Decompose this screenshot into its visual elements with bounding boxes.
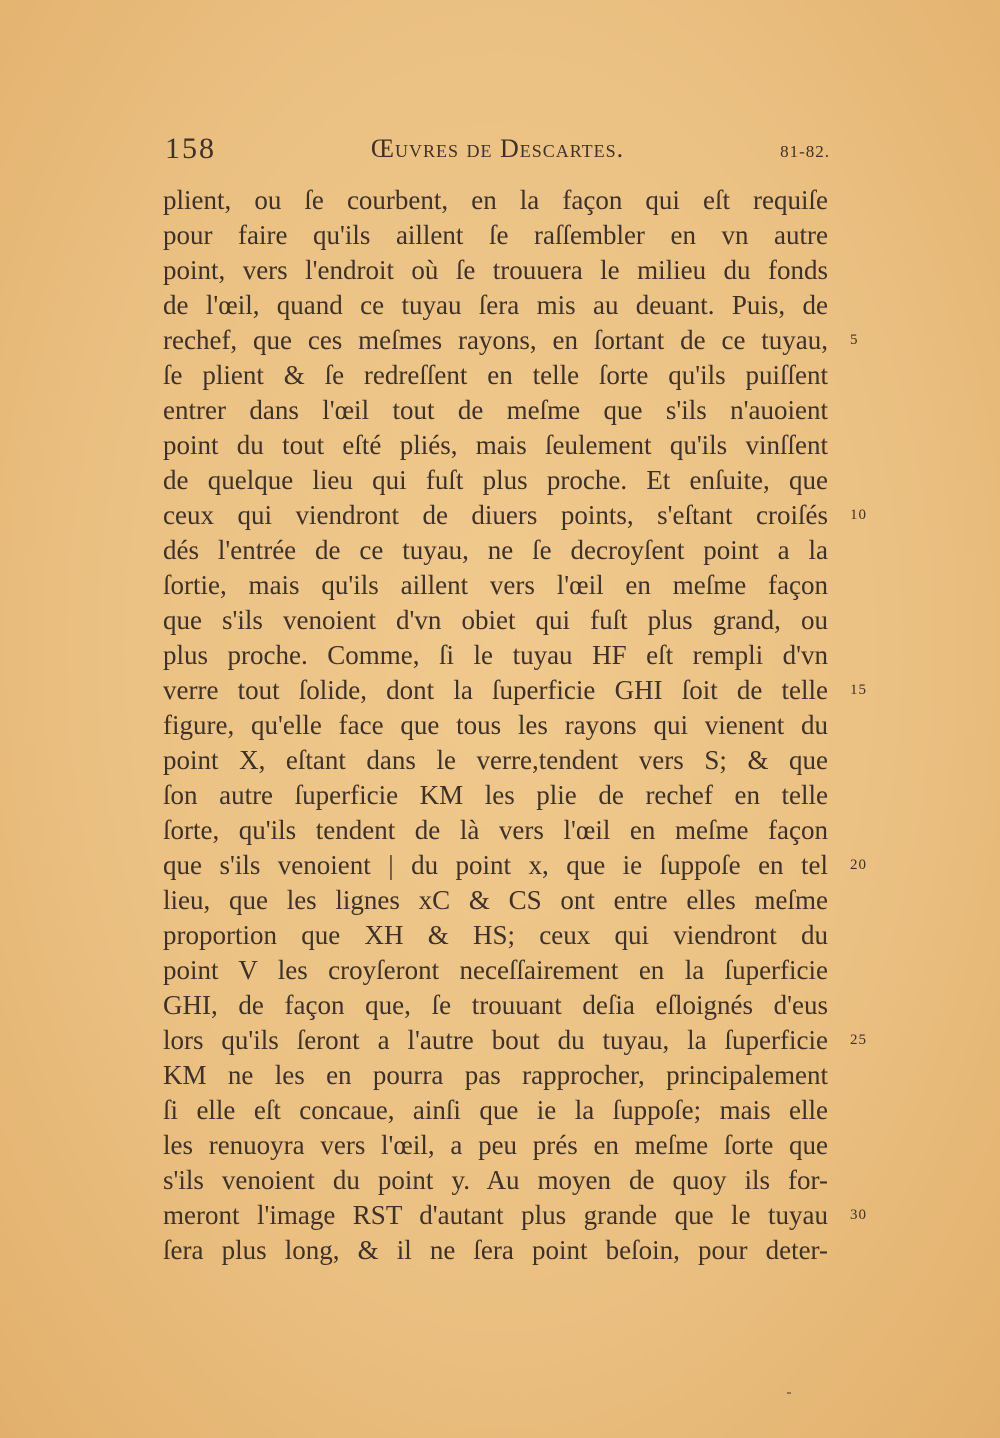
text-line: point du tout eſté pliés, mais ſeulement qu'ils vinſſent (163, 430, 828, 460)
text-line: dés l'entrée de ce tuyau, ne ſe decroyſent point a la (163, 535, 828, 565)
text-line: point X, eſtant dans le verre,tendent vers S; & que (163, 745, 828, 775)
text-line: plus proche. Comme, ſi le tuyau HF eſt rempli d'vn (163, 640, 828, 670)
text-line: que s'ils venoient d'vn obiet qui fuſt plus grand, ou (163, 605, 828, 635)
text-line: que s'ils venoient | du point x, que ie ſuppoſe en tel (163, 850, 828, 880)
page-reference: 81-82. (780, 142, 830, 161)
text-line: ſortie, mais qu'ils aillent vers l'œil en meſme façon (163, 570, 828, 600)
text-line: pour faire qu'ils aillent ſe raſſembler en vn autre (163, 220, 828, 250)
text-line: KM ne les en pourra pas rapprocher, principalement (163, 1060, 828, 1090)
text-line: ſera plus long, & il ne ſera point beſoin, pour deter- (163, 1235, 828, 1265)
text-line: proportion que XH & HS; ceux qui viendront du (163, 920, 828, 950)
text-line: verre tout ſolide, dont la ſuperficie GHI ſoit de telle (163, 675, 828, 705)
text-line: s'ils venoient du point y. Au moyen de quoy ils for- (163, 1165, 828, 1195)
line-number-20: 20 (850, 857, 867, 873)
text-line: point V les croyſeront neceſſairement en la ſuperficie (163, 955, 828, 985)
body-text (163, 183, 828, 1268)
text-line: les renuoyra vers l'œil, a peu prés en meſme ſorte que (163, 1130, 828, 1160)
text-line: GHI, de façon que, ſe trouuant deſia eſloignés d'eus (163, 990, 828, 1020)
line-number-5: 5 (850, 332, 859, 348)
text-line: lors qu'ils ſeront a l'autre bout du tuyau, la ſuperficie (163, 1025, 828, 1055)
line-number-25: 25 (850, 1032, 867, 1048)
text-line: ſi elle eſt concaue, ainſi que ie la ſuppoſe; mais elle (163, 1095, 828, 1125)
text-line: point, vers l'endroit où ſe trouuera le milieu du fonds (163, 255, 828, 285)
line-number-15: 15 (850, 682, 867, 698)
line-number-30: 30 (850, 1207, 867, 1223)
text-line: ſe plient & ſe redreſſent en telle ſorte qu'ils puiſſent (163, 360, 828, 390)
text-line: meront l'image RST d'autant plus grande que le tuyau (163, 1200, 828, 1230)
text-line: ceux qui viendront de diuers points, s'eſtant croiſés (163, 500, 828, 530)
text-line: de l'œil, quand ce tuyau ſera mis au deuant. Puis, de (163, 290, 828, 320)
text-line: ſon autre ſuperficie KM les plie de rechef en telle (163, 780, 828, 810)
text-line: de quelque lieu qui fuſt plus proche. Et enſuite, que (163, 465, 828, 495)
text-line: figure, qu'elle face que tous les rayons qui vienent du (163, 710, 828, 740)
text-line: entrer dans l'œil tout de meſme que s'ils n'auoient (163, 395, 828, 425)
line-number-10: 10 (850, 507, 867, 523)
page-number: 158 (165, 132, 216, 165)
text-line: rechef, que ces meſmes rayons, en ſortant de ce tuyau, (163, 325, 828, 355)
running-title: Œuvres de Descartes. (370, 134, 625, 163)
text-line: lieu, que les lignes xC & CS ont entre elles meſme (163, 885, 828, 915)
text-line: plient, ou ſe courbent, en la façon qui eſt requiſe (163, 185, 828, 215)
page-header (165, 132, 830, 172)
text-line: ſorte, qu'ils tendent de là vers l'œil en meſme façon (163, 815, 828, 845)
paper-speck (787, 1392, 791, 1394)
